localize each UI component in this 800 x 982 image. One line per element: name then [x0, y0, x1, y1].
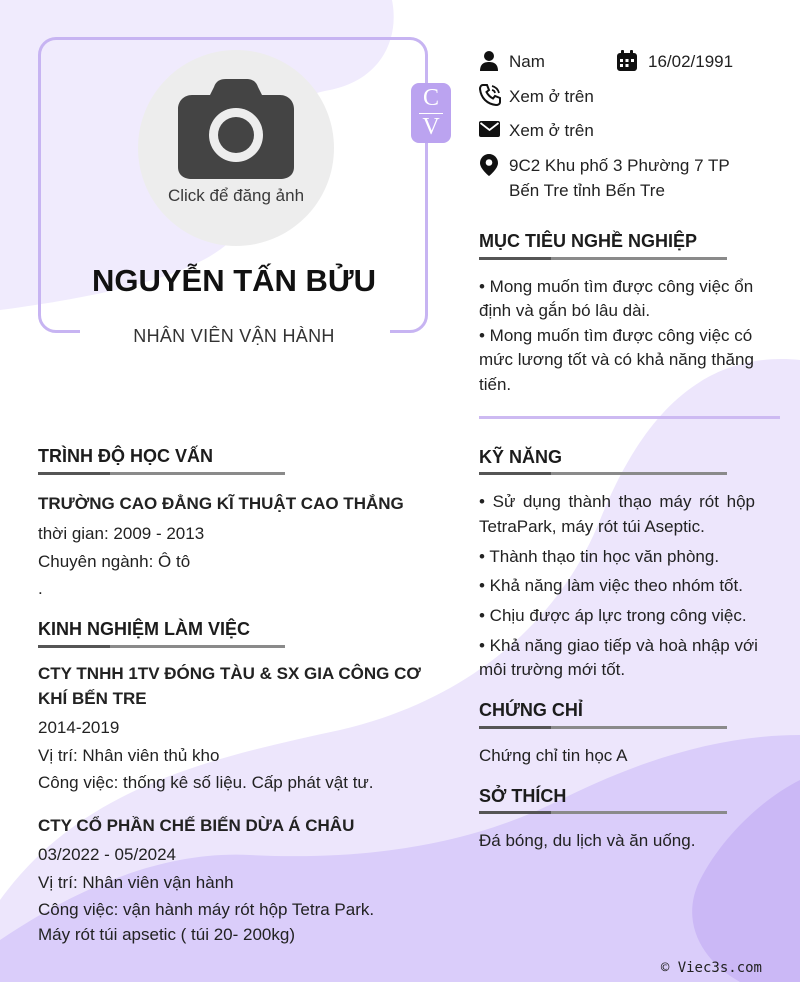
skill-item: • Sử dụng thành thạo máy rót hộp	[479, 492, 755, 511]
skill-item: • Chịu được áp lực trong công việc.	[479, 606, 747, 625]
cv-badge-v: V	[422, 114, 440, 140]
skill-item: • Khả năng giao tiếp và hoà nhập với	[479, 636, 758, 655]
certificate-item: Chứng chỉ tin học A	[479, 746, 628, 765]
skill-item: TetraPark, máy rót túi Aseptic.	[479, 517, 705, 536]
skill-item: • Thành thạo tin học văn phòng.	[479, 547, 720, 566]
experience-rule	[38, 645, 285, 648]
education-major: Chuyên ngành: Ô tô	[38, 552, 191, 571]
address-line-2: Bến Tre tỉnh Bến Tre	[509, 181, 665, 200]
objective-rule	[479, 257, 727, 260]
address-line-1: 9C2 Khu phố 3 Phường 7 TP	[509, 156, 730, 175]
job-period: 03/2022 - 05/2024	[38, 845, 177, 864]
objective-line: tiến.	[479, 375, 512, 394]
certificates-title: CHỨNG CHỈ	[479, 700, 583, 720]
objective-line: • Mong muốn tìm được công việc ổn	[479, 277, 754, 296]
certificates-rule	[479, 726, 727, 729]
education-school: TRƯỜNG CAO ĐẲNG KĨ THUẬT CAO THẮNG	[38, 494, 404, 513]
objective-line: mức lương tốt và có khả năng thăng	[479, 350, 754, 369]
envelope-icon	[479, 121, 500, 137]
job-company: CTY TNHH 1TV ĐÓNG TÀU & SX GIA CÔNG CƠ	[38, 664, 421, 683]
section-divider	[479, 416, 780, 419]
hobbies-title: SỞ THÍCH	[479, 786, 567, 806]
objective-line: • Mong muốn tìm được công việc có	[479, 326, 753, 345]
job-position: Vị trí: Nhân viên vận hành	[38, 873, 234, 892]
job-period: 2014-2019	[38, 718, 120, 737]
objective-title: MỤC TIÊU NGHỀ NGHIỆP	[479, 231, 698, 251]
job-position: Vị trí: Nhân viên thủ kho	[38, 746, 220, 765]
experience-title: KINH NGHIỆM LÀM VIỆC	[38, 619, 251, 639]
cv-badge-c: C	[422, 85, 439, 111]
cv-badge	[411, 83, 451, 143]
dob-text: 16/02/1991	[648, 52, 734, 71]
job-duties: Công việc: thống kê số liệu. Cấp phát vật tư.	[38, 773, 374, 792]
user-icon	[480, 51, 498, 71]
camera-icon	[176, 77, 296, 181]
education-rule	[38, 472, 285, 475]
gender-text: Nam	[509, 52, 545, 71]
phone-icon	[479, 84, 501, 106]
skills-title: KỸ NĂNG	[479, 447, 563, 467]
profile-photo-placeholder[interactable]	[138, 50, 334, 246]
education-time: thời gian: 2009 - 2013	[38, 524, 205, 543]
footer-copyright: © Viec3s.com	[660, 960, 762, 976]
objective-line: định và gắn bó lâu dài.	[479, 301, 651, 320]
skill-item: • Khả năng làm việc theo nhóm tốt.	[479, 576, 743, 595]
job-company: CTY CỔ PHẦN CHẾ BIẾN DỪA Á CHÂU	[38, 816, 355, 835]
skill-item: môi trường mới tốt.	[479, 660, 626, 679]
job-company: KHÍ BẾN TRE	[38, 689, 147, 708]
hobby-item: Đá bóng, du lịch và ăn uống.	[479, 831, 696, 850]
candidate-role: NHÂN VIÊN VẬN HÀNH	[133, 326, 335, 346]
education-note: .	[38, 579, 43, 598]
education-title: TRÌNH ĐỘ HỌC VẤN	[38, 446, 213, 466]
photo-caption: Click để đăng ảnh	[167, 186, 305, 205]
email-text: Xem ở trên	[509, 121, 594, 140]
location-pin-icon	[480, 154, 498, 176]
job-duties: Công việc: vận hành máy rót hộp Tetra Park.	[38, 900, 375, 919]
skills-rule	[479, 472, 727, 475]
phone-text: Xem ở trên	[509, 87, 594, 106]
hobbies-rule	[479, 811, 727, 814]
calendar-icon	[617, 50, 637, 71]
candidate-name: NGUYỄN TẤN BỬU	[91, 263, 377, 298]
job-duties: Máy rót túi apsetic ( túi 20- 200kg)	[38, 925, 296, 944]
